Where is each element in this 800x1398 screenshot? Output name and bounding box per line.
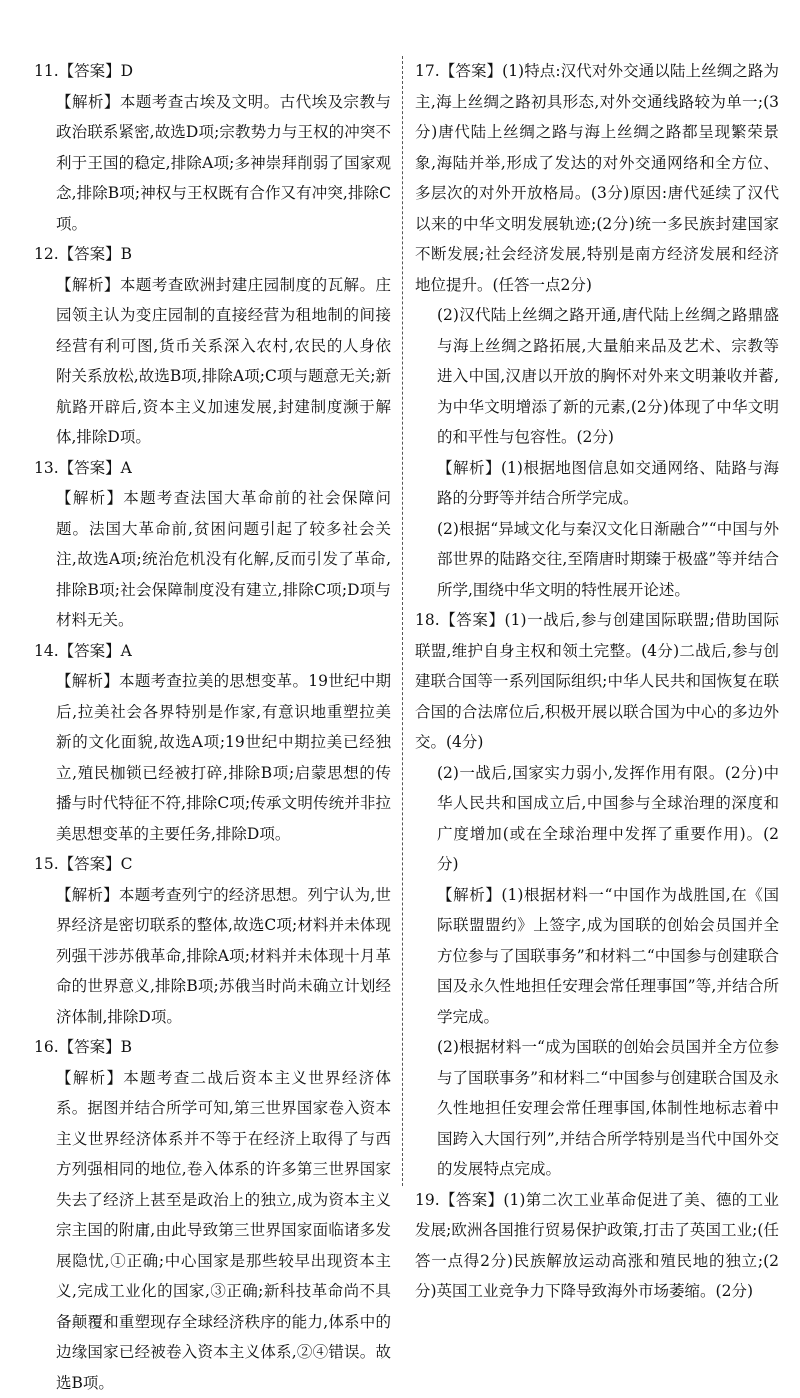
answer-line: 16.【答案】B (34, 1032, 391, 1063)
answer-item-16 (34, 1032, 391, 1398)
answer-item-17 (415, 56, 779, 605)
answer-item-12 (34, 239, 391, 453)
answer-item-13 (34, 453, 391, 636)
analysis-paragraph: 【解析】(1)根据地图信息如交通网络、陆路与海路的分野等并结合所学完成。 (415, 453, 779, 514)
answer-line: 13.【答案】A (34, 453, 391, 484)
answer-line: 12.【答案】B (34, 239, 391, 270)
answer-item-18 (415, 605, 779, 1185)
analysis-paragraph: 【解析】本题考查拉美的思想变革。19世纪中期后,拉美社会各界特别是作家,有意识地重塑拉美新的文化面貌,故选A项;19世纪中期拉美已经独立,殖民枷锁已经被打碎,排除B项;启蒙思想的传播与时代特征不符,排除C项;传承文明传统并非拉美思想变革的主要任务,排除D项。 (34, 666, 391, 849)
analysis-paragraph: 【解析】本题考查二战后资本主义世界经济体系。据图并结合所学可知,第三世界国家卷入资本主义世界经济体系并不等于在经济上取得了与西方列强相同的地位,卷入体系的许多第三世界国家失去了经济上甚至是政治上的独立,成为资本主义宗主国的附庸,由此导致第三世界国家面临诸多发展隐忧,①正确;中心国家是那些较早出现资本主义,完成工业化的国家,③正确;新科技革命尚不具备颠覆和重塑现存全球经济秩序的能力,体系中的边缘国家已经被卷入资本主义体系,②④错误。故选B项。 (34, 1063, 391, 1398)
answer-paragraph: (2)一战后,国家实力弱小,发挥作用有限。(2分)中华人民共和国成立后,中国参与全球治理的深度和广度增加(或在全球治理中发挥了重要作用)。(2分) (415, 758, 779, 880)
analysis-paragraph: 【解析】本题考查法国大革命前的社会保障问题。法国大革命前,贫困问题引起了较多社会关注,故选A项;统治危机没有化解,反而引发了革命,排除B项;社会保障制度没有建立,排除C项;D项与材料无关。 (34, 483, 391, 636)
analysis-paragraph: (2)根据“异域文化与秦汉文化日渐融合”“中国与外部世界的陆路交往,至隋唐时期臻于极盛”等并结合所学,围绕中华文明的特性展开论述。 (415, 514, 779, 606)
answer-line: 18.【答案】(1)一战后,参与创建国际联盟;借助国际联盟,维护自身主权和领土完整。(4分)二战后,参与创建联合国等一系列国际组织;中华人民共和国恢复在联合国的合法席位后,积极开展以联合国为中心的多边外交。(4分) (415, 605, 779, 758)
answer-line: 19.【答案】(1)第二次工业革命促进了美、德的工业发展;欧洲各国推行贸易保护政策,打击了英国工业;(任答一点得2分)民族解放运动高涨和殖民地的独立;(2分)英国工业竞争力下降导致海外市场萎缩。(2分) (415, 1185, 779, 1307)
answer-item-14 (34, 636, 391, 850)
answer-item-11 (34, 56, 391, 239)
analysis-paragraph: 【解析】本题考查古埃及文明。古代埃及宗教与政治联系紧密,故选D项;宗教势力与王权的冲突不利于王国的稳定,排除A项;多神崇拜削弱了国家观念,排除B项;神权与王权既有合作又有冲突,排除C项。 (34, 87, 391, 240)
answer-line: 11.【答案】D (34, 56, 391, 87)
answer-item-15 (34, 849, 391, 1032)
analysis-paragraph: 【解析】(1)根据材料一“中国作为战胜国,在《国际联盟盟约》上签字,成为国联的创始会员国并全方位参与了国联事务”和材料二“中国参与创建联合国及永久性地担任安理会常任理事国”等,并结合所学完成。 (415, 880, 779, 1033)
answer-paragraph: (2)汉代陆上丝绸之路开通,唐代陆上丝绸之路鼎盛与海上丝绸之路拓展,大量舶来品及艺术、宗教等进入中国,汉唐以开放的胸怀对外来文明兼收并蓄,为中华文明增添了新的元素,(2分)体现了中华文明的和平性与包容性。(2分) (415, 300, 779, 453)
answer-line: 15.【答案】C (34, 849, 391, 880)
answer-item-19 (415, 1185, 779, 1307)
column-divider (402, 56, 403, 1186)
right-column (415, 56, 779, 1307)
analysis-paragraph: 【解析】本题考查欧洲封建庄园制度的瓦解。庄园领主认为变庄园制的直接经营为租地制的间接经营有利可图,货币关系深入农村,农民的人身依附关系放松,故选B项,排除A项;C项与题意无关;新航路开辟后,资本主义加速发展,封建制度濒于解体,排除D项。 (34, 270, 391, 453)
answer-line: 14.【答案】A (34, 636, 391, 667)
answer-line: 17.【答案】(1)特点:汉代对外交通以陆上丝绸之路为主,海上丝绸之路初具形态,对外交通线路较为单一;(3分)唐代陆上丝绸之路与海上丝绸之路都呈现繁荣景象,海陆并举,形成了发达的对外交通网络和全方位、多层次的对外开放格局。(3分)原因:唐代延续了汉代以来的中华文明发展轨迹;(2分)统一多民族封建国家不断发展;社会经济发展,特别是南方经济发展和经济地位提升。(任答一点2分) (415, 56, 779, 300)
analysis-paragraph: (2)根据材料一“成为国联的创始会员国并全方位参与了国联事务”和材料二“中国参与创建联合国及永久性地担任安理会常任理事国,体制性地标志着中国跨入大国行列”,并结合所学特别是当代中国外交的发展特点完成。 (415, 1032, 779, 1185)
left-column (34, 56, 391, 1398)
analysis-paragraph: 【解析】本题考查列宁的经济思想。列宁认为,世界经济是密切联系的整体,故选C项;材料并未体现列强干涉苏俄革命,排除A项;材料并未体现十月革命的世界意义,排除B项;苏俄当时尚未确立计划经济体制,排除D项。 (34, 880, 391, 1033)
